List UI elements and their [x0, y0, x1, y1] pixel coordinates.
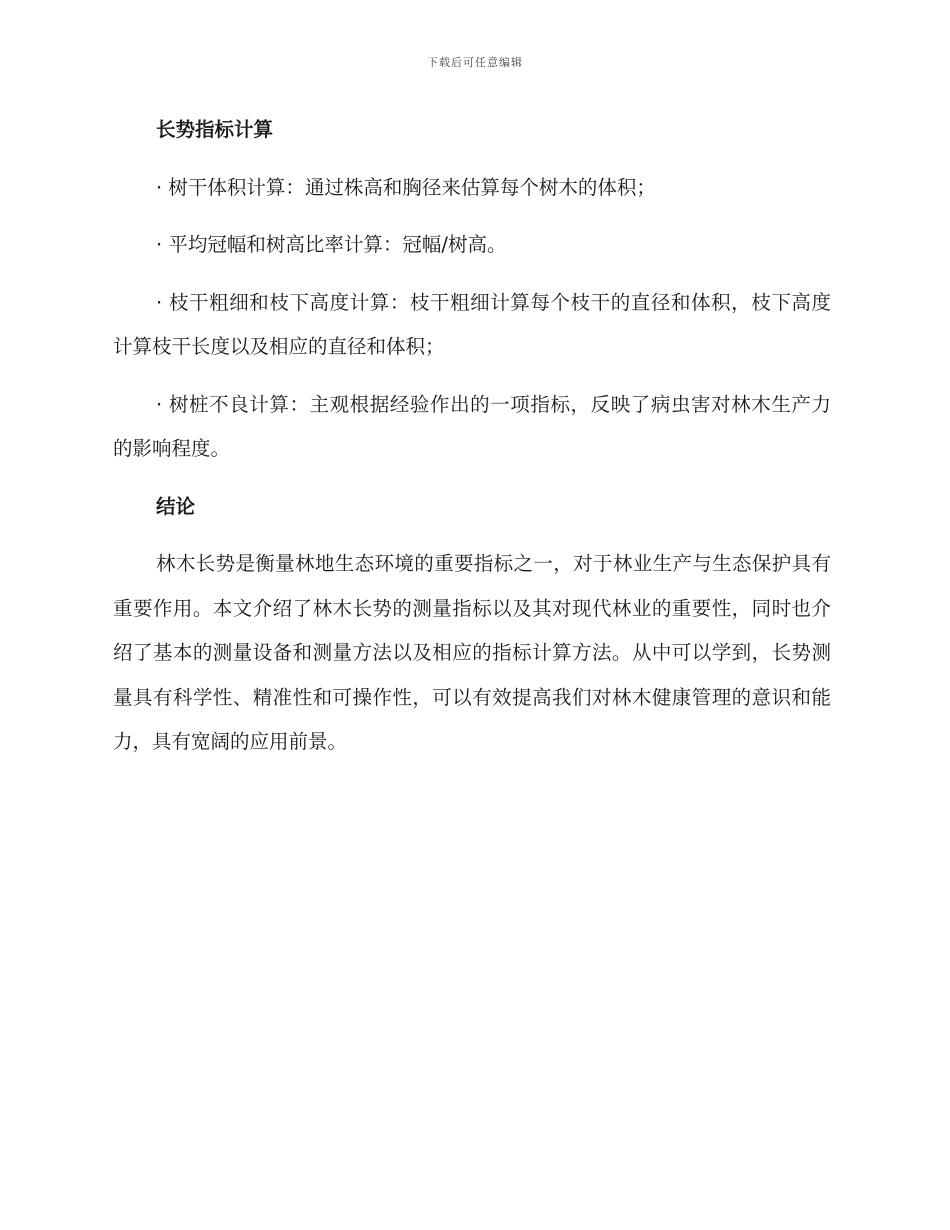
section-heading-growth-index-calculation: 长势指标计算: [156, 118, 274, 141]
bullet-item-branch-thickness: · 枝干粗细和枝下高度计算：枝干粗细计算每个枝干的直径和体积，枝下高度计算枝干长度以及相应的直径和体积；: [113, 290, 831, 358]
bullet-item-crown-height-ratio: · 平均冠幅和树高比率计算：冠幅/树高。: [156, 233, 507, 256]
conclusion-paragraph: 林木长势是衡量林地生态环境的重要指标之一，对于林业生产与生态保护具有重要作用。本文介绍了林木长势的测量指标以及其对现代林业的重要性，同时也介绍了基本的测量设备和测量方法以及相应的指标计算方法。从中可以学到，长势测量具有科学性、精准性和可操作性，可以有效提高我们对林木健康管理的意识和能力，具有宽阔的应用前景。: [113, 552, 831, 753]
page-header: 下载后可任意编辑: [427, 56, 523, 69]
document-body: [113, 108, 831, 778]
section-heading-conclusion: 结论: [156, 494, 196, 518]
bullet-item-stump-defect: · 树桩不良计算：主观根据经验作出的一项指标，反映了病虫害对林木生产力的影响程度。: [113, 392, 831, 460]
bullet-item-trunk-volume: · 树干体积计算：通过株高和胸径来估算每个树木的体积；: [156, 175, 656, 199]
